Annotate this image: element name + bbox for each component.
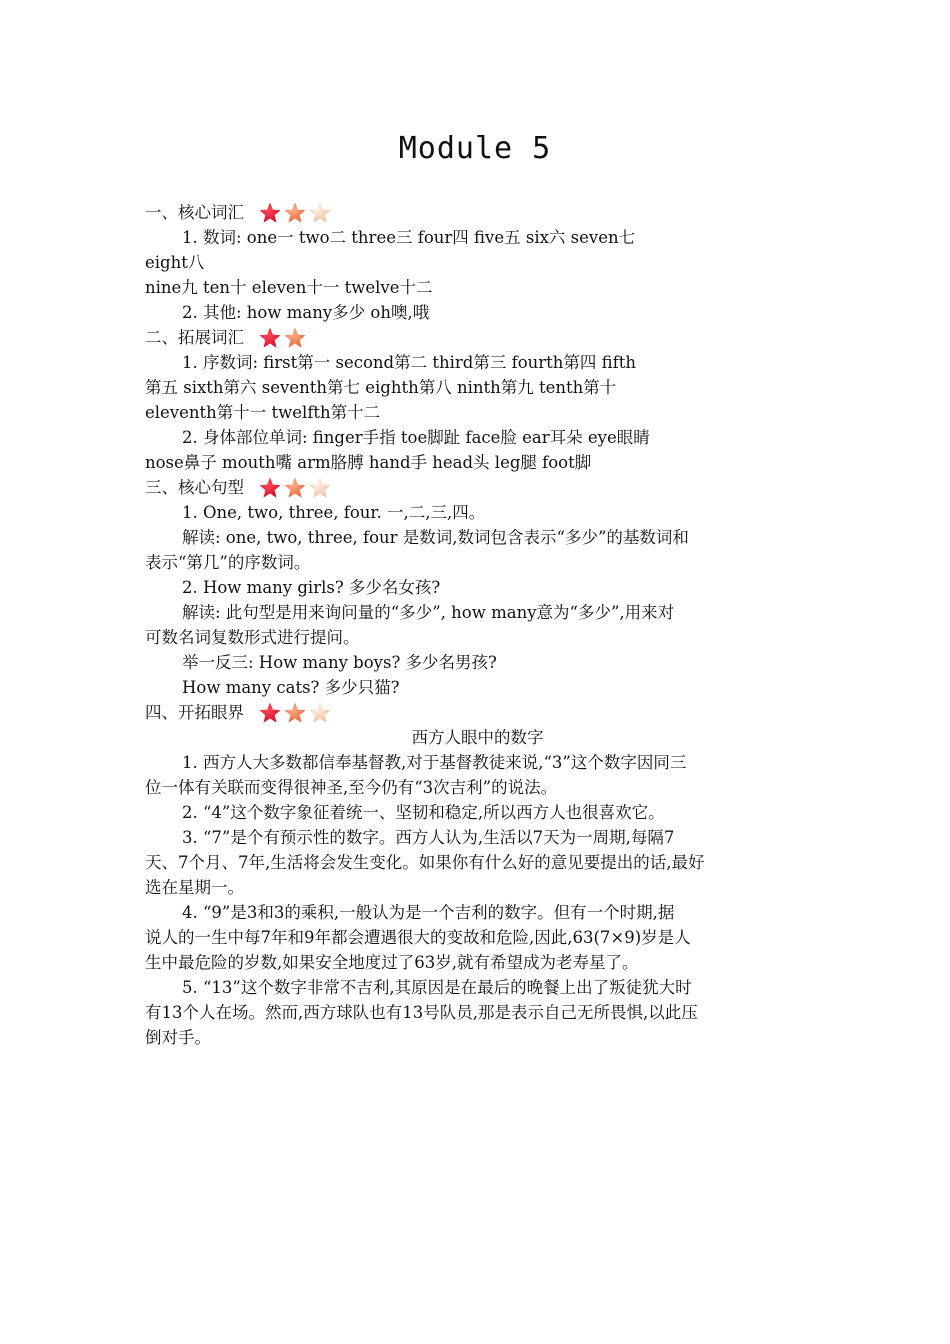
difficulty-rating <box>258 476 332 500</box>
vocab-line: eight八 <box>145 253 205 272</box>
section-heading-broaden-horizons <box>145 700 810 725</box>
sentence-line: 1. One, two, three, four. 一,二,三,四。 <box>182 503 486 522</box>
document-body <box>145 200 810 1050</box>
star-icon <box>258 326 282 350</box>
paragraph-line: 2. “4”这个数字象征着统一、坚韧和稳定,所以西方人也很喜欢它。 <box>182 803 665 822</box>
star-faded-icon <box>308 701 332 725</box>
difficulty-rating <box>258 326 307 350</box>
difficulty-rating <box>258 201 332 225</box>
vocab-line: 1. 序数词: first第一 second第二 third第三 fourth第四 fifth <box>182 353 637 372</box>
star-faded-icon <box>283 326 307 350</box>
paragraph-line: 5. “13”这个数字非常不吉利,其原因是在最后的晚餐上出了叛徒犹大时 <box>182 978 692 997</box>
vocab-line: nose鼻子 mouth嘴 arm胳膊 hand手 head头 leg腿 foot脚 <box>145 453 592 472</box>
star-icon <box>258 476 282 500</box>
section-heading-text: 二、拓展词汇 <box>145 328 244 347</box>
section-heading-text: 三、核心句型 <box>145 478 244 497</box>
explanation-line: 解读: one, two, three, four 是数词,数词包含表示“多少”的基数词和 <box>182 528 689 547</box>
sentence-line: 2. How many girls? 多少名女孩? <box>182 578 441 597</box>
paragraph-line: 3. “7”是个有预示性的数字。西方人认为,生活以7天为一周期,每隔7 <box>182 828 675 847</box>
paragraph-line: 位一体有关联而变得很神圣,至今仍有“3次吉利”的说法。 <box>145 778 558 797</box>
explanation-line: 表示“第几”的序数词。 <box>145 553 311 572</box>
paragraph-line: 选在星期一。 <box>145 878 244 897</box>
vocab-line: nine九 ten十 eleven十一 twelve十二 <box>145 278 433 297</box>
example-line: 举一反三: How many boys? 多少名男孩? <box>182 653 497 672</box>
section-heading-core-vocab <box>145 200 810 225</box>
paragraph-line: 说人的一生中每7年和9年都会遭遇很大的变故和危险,因此,63(7×9)岁是人 <box>145 928 691 947</box>
star-icon <box>258 701 282 725</box>
paragraph-line: 1. 西方人大多数都信奉基督教,对于基督教徒来说,“3”这个数字因同三 <box>182 753 687 772</box>
section-heading-extended-vocab <box>145 325 810 350</box>
paragraph-line: 天、7个月、7年,生活将会发生变化。如果你有什么好的意见要提出的话,最好 <box>145 853 705 872</box>
section-heading-text: 一、核心词汇 <box>145 203 244 222</box>
star-icon <box>283 701 307 725</box>
explanation-line: 解读: 此句型是用来询问量的“多少”, how many意为“多少”,用来对 <box>182 603 675 622</box>
star-icon <box>258 201 282 225</box>
example-line: How many cats? 多少只猫? <box>182 678 400 697</box>
paragraph-line: 倒对手。 <box>145 1028 211 1047</box>
article-subtitle: 西方人眼中的数字 <box>411 728 544 747</box>
vocab-line: eleventh第十一 twelfth第十二 <box>145 403 381 422</box>
vocab-line: 1. 数词: one一 two二 three三 four四 five五 six六 seven七 <box>182 228 636 247</box>
vocab-line: 第五 sixth第六 seventh第七 eighth第八 ninth第九 tenth第十 <box>145 378 617 397</box>
star-faded-icon <box>308 201 332 225</box>
paragraph-line: 生中最危险的岁数,如果安全地度过了63岁,就有希望成为老寿星了。 <box>145 953 639 972</box>
paragraph-line: 4. “9”是3和3的乘积,一般认为是一个吉利的数字。但有一个时期,据 <box>182 903 675 922</box>
difficulty-rating <box>258 701 332 725</box>
vocab-line: 2. 身体部位单词: finger手指 toe脚趾 face脸 ear耳朵 eye眼睛 <box>182 428 650 447</box>
section-heading-core-sentences <box>145 475 810 500</box>
section-heading-text: 四、开拓眼界 <box>145 703 244 722</box>
vocab-line: 2. 其他: how many多少 oh噢,哦 <box>182 303 430 322</box>
paragraph-line: 有13个人在场。然而,西方球队也有13号队员,那是表示自己无所畏惧,以此压 <box>145 1003 698 1022</box>
star-icon <box>283 201 307 225</box>
star-faded-icon <box>308 476 332 500</box>
star-icon <box>283 476 307 500</box>
explanation-line: 可数名词复数形式进行提问。 <box>145 628 360 647</box>
page-title: Module 5 <box>398 131 552 166</box>
